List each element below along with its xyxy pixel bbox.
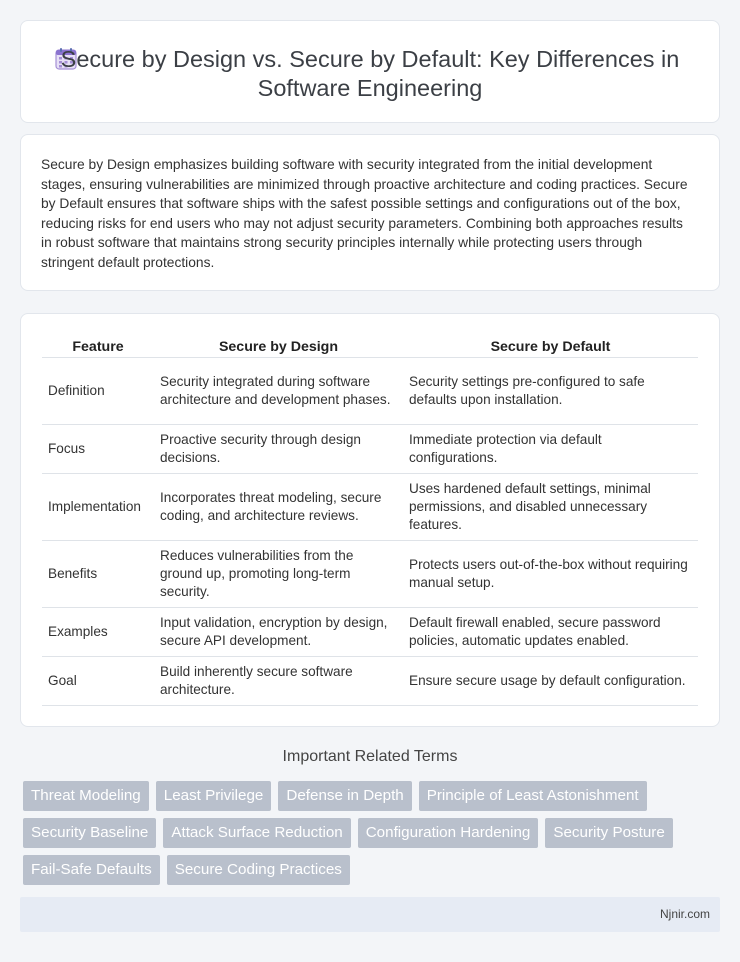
- tag-least-privilege[interactable]: Least Privilege: [156, 781, 272, 811]
- page-title: Secure by Design vs. Secure by Default: Key Differences in Software Engineering: [60, 46, 680, 101]
- row-default: Security settings pre-configured to safe defaults upon installation.: [403, 358, 698, 425]
- row-feature: Implementation: [42, 474, 154, 541]
- tag-fail-safe-defaults[interactable]: Fail-Safe Defaults: [23, 855, 160, 885]
- tag-secure-coding-practices[interactable]: Secure Coding Practices: [167, 855, 350, 885]
- row-default: Default firewall enabled, secure password policies, automatic updates enabled.: [403, 608, 698, 657]
- related-terms-heading: Important Related Terms: [282, 748, 458, 765]
- header-feature: Feature: [42, 334, 154, 358]
- comparison-table: [42, 334, 698, 706]
- table-row: [42, 425, 698, 474]
- footer-site-link[interactable]: Njnir.com: [659, 907, 710, 921]
- table-row: [42, 358, 698, 425]
- row-default: Ensure secure usage by default configuration.: [403, 657, 698, 706]
- row-design: Input validation, encryption by design, secure API development.: [154, 608, 403, 657]
- row-default: Uses hardened default settings, minimal permissions, and disabled unnecessary features.: [403, 474, 698, 541]
- table-row: [42, 608, 698, 657]
- tag-security-baseline[interactable]: Security Baseline: [23, 818, 156, 848]
- row-design: Security integrated during software architecture and development phases.: [154, 358, 403, 425]
- tag-attack-surface-reduction[interactable]: Attack Surface Reduction: [163, 818, 350, 848]
- row-feature: Definition: [42, 358, 154, 425]
- comparison-table-card: [20, 313, 720, 727]
- tag-configuration-hardening[interactable]: Configuration Hardening: [358, 818, 539, 848]
- table-row: [42, 541, 698, 608]
- footer: [20, 897, 720, 932]
- row-design: Reduces vulnerabilities from the ground up, promoting long-term security.: [154, 541, 403, 608]
- row-design: Incorporates threat modeling, secure coding, and architecture reviews.: [154, 474, 403, 541]
- row-feature: Examples: [42, 608, 154, 657]
- tag-principle-of-least-astonishment[interactable]: Principle of Least Astonishment: [419, 781, 647, 811]
- tag-threat-modeling[interactable]: Threat Modeling: [23, 781, 149, 811]
- intro-card: [20, 134, 720, 291]
- tag-security-posture[interactable]: Security Posture: [545, 818, 672, 848]
- intro-paragraph: Secure by Design emphasizes building software with security integrated from the initial development stages, ensuring vulnerabilities are minimized through proactive architecture and coding practices. Secure by Default ensures that software ships with the safest possible settings and configurations out of the box, reducing risks for end users who may not adjust security parameters. Combining both approaches results in robust software that maintains strong security principles internally while protecting users through stringent default protections.: [41, 157, 688, 270]
- table-row: [42, 474, 698, 541]
- tag-defense-in-depth[interactable]: Defense in Depth: [278, 781, 411, 811]
- header-secure-by-default: Secure by Default: [403, 334, 698, 358]
- row-design: Build inherently secure software architecture.: [154, 657, 403, 706]
- row-default: Immediate protection via default configurations.: [403, 425, 698, 474]
- header-card: [20, 20, 720, 123]
- row-feature: Benefits: [42, 541, 154, 608]
- table-row: [42, 657, 698, 706]
- table-header-row: [42, 334, 698, 358]
- row-feature: Focus: [42, 425, 154, 474]
- related-terms-tags: [23, 781, 713, 885]
- row-design: Proactive security through design decisions.: [154, 425, 403, 474]
- row-default: Protects users out-of-the-box without requiring manual setup.: [403, 541, 698, 608]
- header-secure-by-design: Secure by Design: [154, 334, 403, 358]
- row-feature: Goal: [42, 657, 154, 706]
